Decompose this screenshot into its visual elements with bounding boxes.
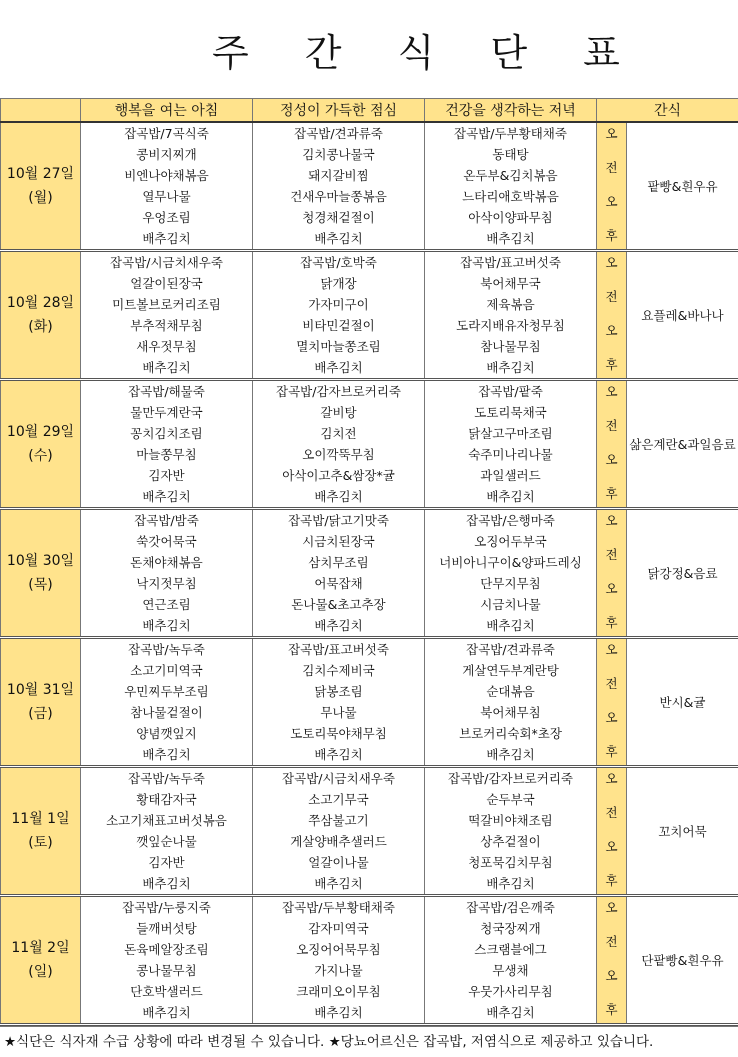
ampm-char: 후 — [597, 354, 626, 376]
lunch-item: 배추김치 — [253, 486, 425, 509]
dinner-item: 과일샐러드 — [425, 465, 597, 486]
snack-cell: 반시&귤 — [627, 638, 738, 767]
lunch-item: 가지나물 — [253, 960, 425, 981]
dinner-item: 상추겉절이 — [425, 831, 597, 852]
lunch-item: 김치전 — [253, 423, 425, 444]
ampm-char: 오 — [597, 965, 626, 987]
dinner-item: 브로커리숙회*초장 — [425, 723, 597, 744]
ampm-char: 오 — [597, 578, 626, 600]
breakfast-item: 잡곡밥/밤죽 — [81, 509, 253, 532]
breakfast-item: 잡곡밥/해물죽 — [81, 380, 253, 403]
dinner-item: 게살연두부계란탕 — [425, 660, 597, 681]
day-date: 11월 2일 — [1, 936, 80, 960]
ampm-cell — [597, 638, 627, 767]
snack-cell: 꼬치어묵 — [627, 767, 738, 896]
breakfast-item: 잡곡밥/7곡식죽 — [81, 122, 253, 144]
ampm-cell — [597, 380, 627, 509]
breakfast-item: 부추적채무침 — [81, 315, 253, 336]
ampm-char: 오 — [597, 381, 626, 403]
lunch-item: 건새우마늘쫑볶음 — [253, 186, 425, 207]
dinner-item: 제육볶음 — [425, 294, 597, 315]
ampm-char: 오 — [597, 123, 626, 145]
day-date: 10월 29일 — [1, 420, 80, 444]
dinner-item: 청포묵김치무침 — [425, 852, 597, 873]
breakfast-item: 배추김치 — [81, 615, 253, 638]
day-cell — [1, 251, 81, 380]
ampm-char: 후 — [597, 741, 626, 763]
lunch-item: 배추김치 — [253, 1002, 425, 1025]
breakfast-item: 김자반 — [81, 465, 253, 486]
dinner-item: 온두부&김치볶음 — [425, 165, 597, 186]
lunch-item: 멸치마늘쫑조림 — [253, 336, 425, 357]
breakfast-item: 우민찌두부조림 — [81, 681, 253, 702]
snack-cell: 삶은계란&과일음료 — [627, 380, 738, 509]
menu-row — [1, 122, 738, 144]
lunch-item: 잡곡밥/닭고기맛죽 — [253, 509, 425, 532]
menu-row — [1, 896, 738, 919]
dinner-item: 느타리애호박볶음 — [425, 186, 597, 207]
breakfast-item: 참나물겉절이 — [81, 702, 253, 723]
lunch-item: 잡곡밥/표고버섯죽 — [253, 638, 425, 661]
dinner-item: 무생채 — [425, 960, 597, 981]
ampm-char: 오 — [597, 639, 626, 661]
ampm-char: 오 — [597, 836, 626, 858]
dinner-item: 잡곡밥/감자브로커리죽 — [425, 767, 597, 790]
lunch-item: 잡곡밥/시금치새우죽 — [253, 767, 425, 790]
lunch-item: 크래미오이무침 — [253, 981, 425, 1002]
lunch-item: 가자미구이 — [253, 294, 425, 315]
breakfast-item: 돈육메알장조림 — [81, 939, 253, 960]
lunch-item: 어묵잡채 — [253, 573, 425, 594]
lunch-item: 감자미역국 — [253, 918, 425, 939]
dinner-item: 우뭇가사리무침 — [425, 981, 597, 1002]
ampm-char: 오 — [597, 707, 626, 729]
ampm-char: 후 — [597, 870, 626, 892]
day-cell — [1, 638, 81, 767]
dinner-item: 단무지무침 — [425, 573, 597, 594]
lunch-item: 배추김치 — [253, 615, 425, 638]
ampm-cell — [597, 896, 627, 1025]
breakfast-item: 잡곡밥/녹두죽 — [81, 767, 253, 790]
ampm-char: 전 — [597, 544, 626, 566]
breakfast-item: 잡곡밥/시금치새우죽 — [81, 251, 253, 274]
dinner-item: 청국장찌개 — [425, 918, 597, 939]
ampm-char: 오 — [597, 510, 626, 532]
lunch-item: 닭봉조림 — [253, 681, 425, 702]
breakfast-item: 배추김치 — [81, 486, 253, 509]
dinner-item: 잡곡밥/표고버섯죽 — [425, 251, 597, 274]
day-date: 10월 27일 — [1, 162, 80, 186]
lunch-item: 잡곡밥/두부황태채죽 — [253, 896, 425, 919]
breakfast-item: 황태감자국 — [81, 789, 253, 810]
lunch-item: 오징어어묵무침 — [253, 939, 425, 960]
breakfast-item: 꽁치김치조림 — [81, 423, 253, 444]
day-date: 10월 28일 — [1, 291, 80, 315]
breakfast-item: 잡곡밥/누룽지죽 — [81, 896, 253, 919]
page-title: 주 간 식 단 표 — [0, 0, 738, 98]
breakfast-item: 소고기미역국 — [81, 660, 253, 681]
dinner-item: 도토리묵채국 — [425, 402, 597, 423]
day-date: 10월 30일 — [1, 549, 80, 573]
footnote: ★식단은 식자재 수급 상황에 따라 변경될 수 있습니다. ★당뇨어르신은 잡곡밥, 저염식으로 제공하고 있습니다. — [0, 1026, 738, 1057]
ampm-char: 후 — [597, 999, 626, 1021]
snack-cell: 요플레&바나나 — [627, 251, 738, 380]
dinner-item: 배추김치 — [425, 873, 597, 896]
breakfast-item: 콩나물무침 — [81, 960, 253, 981]
breakfast-item: 양념깻잎지 — [81, 723, 253, 744]
breakfast-item: 배추김치 — [81, 744, 253, 767]
dinner-item: 도라지배유자청무침 — [425, 315, 597, 336]
ampm-char: 전 — [597, 673, 626, 695]
snack-cell: 단팥빵&흰우유 — [627, 896, 738, 1025]
dinner-item: 북어채무침 — [425, 702, 597, 723]
snack-cell: 닭강정&음료 — [627, 509, 738, 638]
breakfast-item: 열무나물 — [81, 186, 253, 207]
breakfast-item: 비엔나야채볶음 — [81, 165, 253, 186]
breakfast-item: 연근조림 — [81, 594, 253, 615]
day-cell — [1, 509, 81, 638]
lunch-item: 배추김치 — [253, 357, 425, 380]
ampm-char: 오 — [597, 897, 626, 919]
breakfast-item: 배추김치 — [81, 228, 253, 251]
dinner-item: 잡곡밥/팥죽 — [425, 380, 597, 403]
ampm-char: 오 — [597, 320, 626, 342]
dinner-item: 오징어두부국 — [425, 531, 597, 552]
day-cell — [1, 122, 81, 251]
day-date: 11월 1일 — [1, 807, 80, 831]
breakfast-item: 깻잎순나물 — [81, 831, 253, 852]
lunch-item: 오이깍뚝무침 — [253, 444, 425, 465]
ampm-cell — [597, 251, 627, 380]
dinner-item: 스크램블에그 — [425, 939, 597, 960]
lunch-item: 시금치된장국 — [253, 531, 425, 552]
dinner-item: 배추김치 — [425, 228, 597, 251]
dinner-item: 배추김치 — [425, 357, 597, 380]
ampm-char: 전 — [597, 286, 626, 308]
ampm-char: 오 — [597, 191, 626, 213]
lunch-item: 무나물 — [253, 702, 425, 723]
breakfast-item: 소고기채표고버섯볶음 — [81, 810, 253, 831]
lunch-item: 아삭이고추&쌈장*귤 — [253, 465, 425, 486]
lunch-item: 잡곡밥/견과류죽 — [253, 122, 425, 144]
breakfast-item: 콩비지찌개 — [81, 144, 253, 165]
lunch-item: 도토리묵야채무침 — [253, 723, 425, 744]
dinner-item: 너비아니구이&양파드레싱 — [425, 552, 597, 573]
dinner-item: 잡곡밥/두부황태채죽 — [425, 122, 597, 144]
lunch-item: 갈비탕 — [253, 402, 425, 423]
header-lunch: 정성이 가득한 점심 — [253, 99, 425, 123]
lunch-item: 비타민겉절이 — [253, 315, 425, 336]
ampm-char: 전 — [597, 931, 626, 953]
ampm-char: 오 — [597, 252, 626, 274]
breakfast-item: 돈채야채볶음 — [81, 552, 253, 573]
dinner-item: 시금치나물 — [425, 594, 597, 615]
lunch-item: 김치수제비국 — [253, 660, 425, 681]
breakfast-item: 마늘쫑무침 — [81, 444, 253, 465]
breakfast-item: 들깨버섯탕 — [81, 918, 253, 939]
breakfast-item: 물만두계란국 — [81, 402, 253, 423]
breakfast-item: 배추김치 — [81, 873, 253, 896]
breakfast-item: 쑥갓어묵국 — [81, 531, 253, 552]
breakfast-item: 김자반 — [81, 852, 253, 873]
lunch-item: 배추김치 — [253, 228, 425, 251]
menu-row — [1, 380, 738, 403]
dinner-item: 닭살고구마조림 — [425, 423, 597, 444]
menu-row — [1, 767, 738, 790]
lunch-item: 김치콩나물국 — [253, 144, 425, 165]
lunch-item: 얼갈이나물 — [253, 852, 425, 873]
day-weekday: (토) — [1, 831, 80, 855]
lunch-item: 돼지갈비찜 — [253, 165, 425, 186]
dinner-item: 동태탕 — [425, 144, 597, 165]
ampm-cell — [597, 122, 627, 251]
menu-row — [1, 638, 738, 661]
breakfast-item: 단호박샐러드 — [81, 981, 253, 1002]
ampm-char: 전 — [597, 157, 626, 179]
day-cell — [1, 767, 81, 896]
breakfast-item: 우엉조림 — [81, 207, 253, 228]
day-cell — [1, 896, 81, 1025]
lunch-item: 소고기무국 — [253, 789, 425, 810]
dinner-item: 숙주미나리나물 — [425, 444, 597, 465]
breakfast-item: 잡곡밥/녹두죽 — [81, 638, 253, 661]
lunch-item: 게살양배추샐러드 — [253, 831, 425, 852]
snack-cell: 팥빵&흰우유 — [627, 122, 738, 251]
dinner-item: 배추김치 — [425, 615, 597, 638]
lunch-item: 닭개장 — [253, 273, 425, 294]
dinner-item: 잡곡밥/견과류죽 — [425, 638, 597, 661]
dinner-item: 아삭이양파무침 — [425, 207, 597, 228]
lunch-item: 잡곡밥/감자브로커리죽 — [253, 380, 425, 403]
day-weekday: (목) — [1, 573, 80, 597]
ampm-char: 전 — [597, 802, 626, 824]
ampm-char: 전 — [597, 415, 626, 437]
menu-row — [1, 509, 738, 532]
day-weekday: (화) — [1, 315, 80, 339]
day-weekday: (수) — [1, 444, 80, 468]
dinner-item: 순대볶음 — [425, 681, 597, 702]
menu-table — [0, 98, 738, 1026]
breakfast-item: 새우젓무침 — [81, 336, 253, 357]
ampm-cell — [597, 509, 627, 638]
ampm-char: 후 — [597, 483, 626, 505]
ampm-char: 후 — [597, 225, 626, 247]
lunch-item: 배추김치 — [253, 744, 425, 767]
day-weekday: (금) — [1, 702, 80, 726]
breakfast-item: 배추김치 — [81, 357, 253, 380]
dinner-item: 배추김치 — [425, 744, 597, 767]
header-breakfast: 행복을 여는 아침 — [81, 99, 253, 123]
header-snack: 간식 — [597, 99, 738, 123]
ampm-cell — [597, 767, 627, 896]
day-date: 10월 31일 — [1, 678, 80, 702]
day-cell — [1, 380, 81, 509]
day-weekday: (월) — [1, 186, 80, 210]
lunch-item: 쭈삼불고기 — [253, 810, 425, 831]
breakfast-item: 얼갈이된장국 — [81, 273, 253, 294]
breakfast-item: 낙지젓무침 — [81, 573, 253, 594]
day-weekday: (일) — [1, 960, 80, 984]
ampm-char: 오 — [597, 768, 626, 790]
lunch-item: 삼치무조림 — [253, 552, 425, 573]
dinner-item: 북어채무국 — [425, 273, 597, 294]
header-day — [1, 99, 81, 123]
dinner-item: 잡곡밥/검은깨죽 — [425, 896, 597, 919]
breakfast-item: 배추김치 — [81, 1002, 253, 1025]
ampm-char: 후 — [597, 612, 626, 634]
ampm-char: 오 — [597, 449, 626, 471]
lunch-item: 배추김치 — [253, 873, 425, 896]
dinner-item: 잡곡밥/은행마죽 — [425, 509, 597, 532]
dinner-item: 참나물무침 — [425, 336, 597, 357]
menu-row — [1, 251, 738, 274]
dinner-item: 떡갈비야채조림 — [425, 810, 597, 831]
dinner-item: 배추김치 — [425, 486, 597, 509]
lunch-item: 잡곡밥/호박죽 — [253, 251, 425, 274]
lunch-item: 청경채겉절이 — [253, 207, 425, 228]
header-row — [1, 99, 738, 123]
header-dinner: 건강을 생각하는 저녁 — [425, 99, 597, 123]
breakfast-item: 미트볼브로커리조림 — [81, 294, 253, 315]
dinner-item: 배추김치 — [425, 1002, 597, 1025]
lunch-item: 돈나물&초고추장 — [253, 594, 425, 615]
dinner-item: 순두부국 — [425, 789, 597, 810]
